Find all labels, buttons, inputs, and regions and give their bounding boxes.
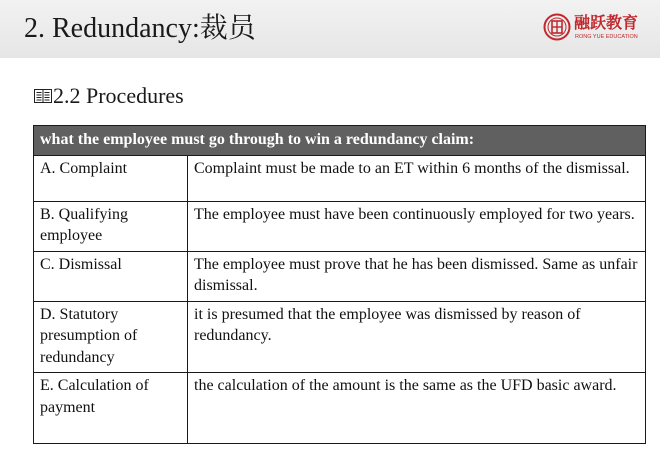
logo-chinese-name: 融跃教育 <box>574 13 639 32</box>
table-row <box>34 301 646 373</box>
step-cell: D. Statutory presumption of redundancy <box>34 301 188 373</box>
logo-seal-icon <box>543 13 571 41</box>
step-cell: A. Complaint <box>34 155 188 201</box>
step-cell: B. Qualifying employee <box>34 201 188 251</box>
page-title: 2. Redundancy:裁员 <box>24 13 256 44</box>
table-header: what the employee must go through to win a redundancy claim: <box>34 126 646 156</box>
book-icon <box>34 88 52 104</box>
description-cell: the calculation of the amount is the same as the UFD basic award. <box>188 373 646 444</box>
table-row <box>34 201 646 251</box>
step-cell: E. Calculation of payment <box>34 373 188 444</box>
table-row <box>34 251 646 301</box>
section-heading <box>34 83 184 109</box>
brand-logo <box>543 13 655 45</box>
step-cell: C. Dismissal <box>34 251 188 301</box>
logo-english-name: RONG YUE EDUCATION <box>575 34 638 40</box>
section-title: 2.2 Procedures <box>53 83 184 108</box>
title-bar <box>0 0 660 58</box>
description-cell: Complaint must be made to an ET within 6 months of the dismissal. <box>188 155 646 201</box>
table-header-row <box>34 126 646 156</box>
table-row <box>34 155 646 201</box>
description-cell: it is presumed that the employee was dismissed by reason of redundancy. <box>188 301 646 373</box>
procedures-table <box>33 125 646 444</box>
table-row <box>34 373 646 444</box>
description-cell: The employee must prove that he has been dismissed. Same as unfair dismissal. <box>188 251 646 301</box>
description-cell: The employee must have been continuously employed for two years. <box>188 201 646 251</box>
